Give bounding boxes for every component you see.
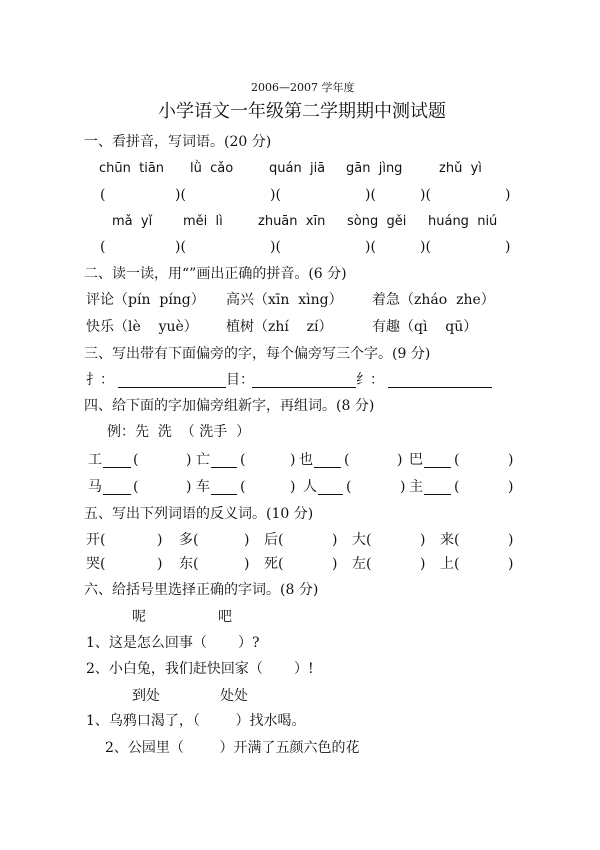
base-char: 巴 [409,452,423,468]
answer-slot[interactable]: )( [175,187,186,203]
pinyin: sòng gěi [347,214,407,229]
answer-slot[interactable]: )( [420,187,431,203]
pinyin: huáng niú [428,214,498,229]
pinyin-choice[interactable]: 评论（pín píng） [86,292,205,308]
paren: ) [400,479,406,495]
answer-line[interactable] [424,494,451,495]
pinyin: zhǔ yì [439,161,482,176]
antonym-item[interactable]: 东( [179,556,199,572]
paren: ) [290,479,296,495]
antonym-item[interactable]: 上( [440,556,460,572]
section4-row1 [0,453,600,471]
paren: ) [186,479,192,495]
base-char: 人 [303,479,317,495]
base-char: 主 [409,479,423,495]
pinyin: quán jiā [269,161,326,176]
answer-line[interactable] [103,494,131,495]
section4-heading: 四、给下面的字加偏旁组新字，再组词。(8 分) [84,398,375,414]
pinyin-choice[interactable]: 植树（zhí zí） [226,319,333,335]
answer-slot[interactable]: ( [100,239,106,255]
base-char: 马 [88,479,102,495]
pinyin-choice[interactable]: 有趣（qì qū） [372,319,478,335]
antonym-item[interactable]: 后( [264,532,284,548]
answer-line[interactable] [211,494,237,495]
pinyin: zhuān xīn [258,214,326,229]
word-choice: 到处 [132,688,160,704]
answer-slot[interactable]: )( [270,187,281,203]
section3-heading: 三、写出带有下面偏旁的字，每个偏旁写三个字。(9 分) [84,346,431,362]
pinyin-choice[interactable]: 高兴（xīn xìng） [226,292,343,308]
answer-line[interactable] [103,467,131,468]
section4-example: 例：先 洗 （ 洗手 ） [107,424,251,440]
answer-line[interactable] [388,387,492,388]
word-choice: 处处 [220,688,248,704]
paren: ) [157,556,163,572]
pinyin: lǜ cǎo [190,161,234,176]
question[interactable]: 1、乌鸦口渴了，（ ）找水喝。 [86,713,306,729]
answer-slot[interactable]: )( [365,239,376,255]
section6-heading: 六、给括号里选择正确的字词。(8 分) [84,582,319,598]
paren: ) [244,532,250,548]
section2-heading: 二、读一读，用“”画出正确的拼音。(6 分) [84,266,347,282]
paren: ( [346,479,352,495]
radical-label: 目： [226,372,254,388]
answer-slot[interactable]: )( [365,187,376,203]
answer-line[interactable] [211,467,237,468]
paren: ( [133,452,139,468]
antonym-item[interactable]: 大( [352,532,372,548]
question[interactable]: 2、公园里（ ）开满了五颜六色的花 [105,740,360,756]
paren: ( [454,479,460,495]
paren: ( [344,452,350,468]
answer-slot[interactable]: ) [505,187,511,203]
radical-label: 纟： [356,372,384,388]
section1-pinyin-row1 [0,162,600,180]
paren: ) [508,452,514,468]
paren: ) [186,452,192,468]
school-year: 2006—2007 学年度 [251,81,355,94]
word-choice: 呢 [132,609,146,625]
answer-slot[interactable]: ( [100,187,106,203]
pinyin: mǎ yǐ [112,214,153,229]
antonym-item[interactable]: 死( [264,556,284,572]
paren: ) [508,479,514,495]
paren: ) [290,452,296,468]
word-choice: 吧 [218,609,232,625]
paren: ) [397,452,403,468]
section2-line1 [0,293,600,311]
antonym-item[interactable]: 多( [179,532,199,548]
page-title: 小学语文一年级第二学期期中测试题 [158,101,446,122]
section5-row1 [0,533,600,551]
section1-answer-row1 [0,188,600,206]
section5-heading: 五、写出下列词语的反义词。(10 分) [84,506,314,522]
paren: ( [240,452,246,468]
section5-row2 [0,557,600,575]
paren: ) [332,532,338,548]
paren: ( [240,479,246,495]
answer-slot[interactable]: )( [420,239,431,255]
antonym-item[interactable]: 来( [440,532,460,548]
question[interactable]: 2、小白兔，我们赶快回家（ ）! [86,661,314,677]
pinyin: gān jìng [346,161,403,176]
section1-heading: 一、看拼音，写词语。(20 分) [84,134,272,150]
answer-line[interactable] [424,467,451,468]
radical-label: 扌： [86,372,114,388]
antonym-item[interactable]: 左( [352,556,372,572]
paren: ) [508,556,514,572]
paren: ( [454,452,460,468]
answer-line[interactable] [118,387,226,388]
base-char: 车 [196,479,210,495]
base-char: 也 [299,452,313,468]
section3-radicals [0,373,600,391]
base-char: 工 [88,452,102,468]
pinyin-choice[interactable]: 着急（zháo zhe） [372,292,495,308]
pinyin: chūn tiān [99,161,165,176]
paren: ) [420,532,426,548]
answer-line[interactable] [314,467,341,468]
paren: ) [508,532,514,548]
section2-line2 [0,320,600,338]
section1-answer-row2 [0,240,600,258]
antonym-item[interactable]: 哭( [86,556,106,572]
pinyin-choice[interactable]: 快乐（lè yuè） [86,319,198,335]
answer-slot[interactable]: ) [505,239,511,255]
paren: ) [244,556,250,572]
base-char: 亡 [196,452,210,468]
paren: ) [420,556,426,572]
answer-line[interactable] [252,387,356,388]
section1-pinyin-row2 [0,215,600,233]
section4-row2 [0,480,600,498]
answer-slot[interactable]: )( [175,239,186,255]
answer-line[interactable] [318,494,343,495]
question[interactable]: 1、这是怎么回事（ ）? [86,635,260,651]
answer-slot[interactable]: )( [270,239,281,255]
paren: ) [332,556,338,572]
paren: ) [157,532,163,548]
paren: ( [133,479,139,495]
pinyin: měi lì [183,214,223,229]
antonym-item[interactable]: 开( [86,532,106,548]
